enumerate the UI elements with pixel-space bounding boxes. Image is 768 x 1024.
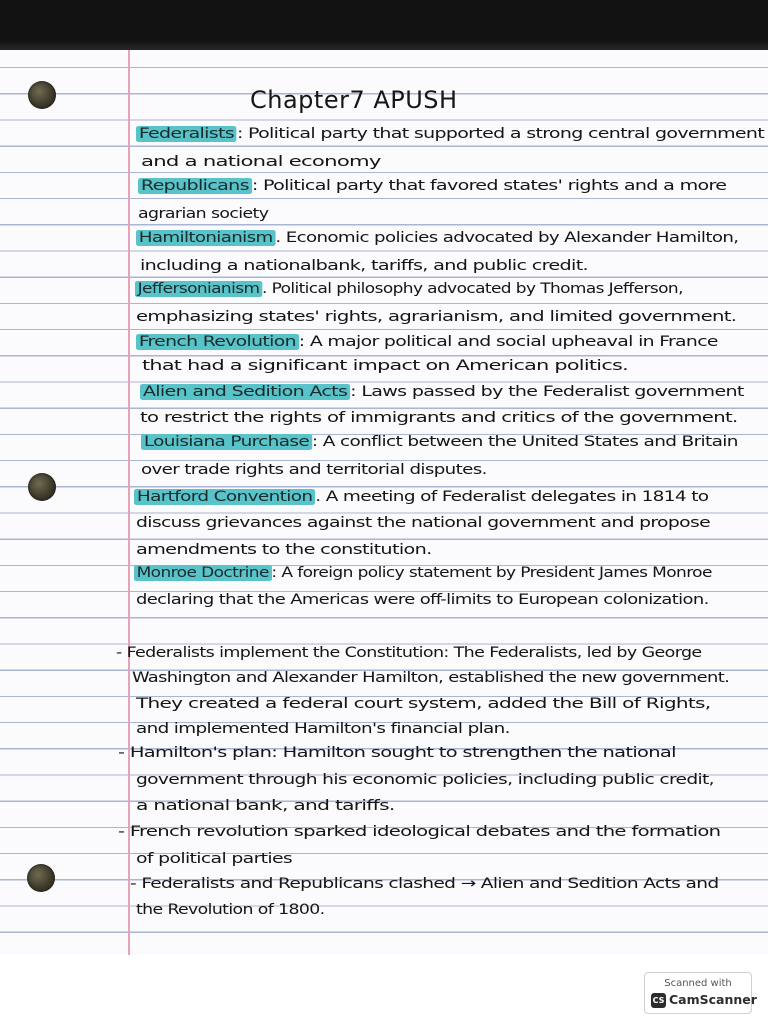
vocab-sep: . (275, 230, 281, 246)
vocab-definition: Political party that supported a strong central government (242, 126, 765, 142)
bullet-line: a national bank, and tariffs. (136, 798, 395, 814)
vocab-line: that had a significant impact on American politics. (142, 358, 628, 374)
bullet-line: - Federalists and Republicans clashed → Alien and Sedition Acts and (130, 876, 719, 892)
vocab-sep: . (261, 281, 267, 297)
vocab-term: Republicans (138, 178, 252, 194)
vocab-definition: A foreign policy statement by President James Monroe (276, 565, 712, 581)
bullet-line: of political parties (136, 851, 293, 867)
bullet-line: - Federalists implement the Constitution: The Federalists, led by George (116, 645, 702, 661)
vocab-term: French Revolution (136, 334, 299, 350)
vocab-line (135, 280, 683, 298)
vocab-line (141, 433, 738, 451)
vocab-line (140, 383, 744, 401)
vocab-term: Hartford Convention (134, 489, 315, 505)
vocab-sep: : (350, 384, 356, 400)
vocab-line (136, 125, 764, 143)
vocab-sep: : (251, 178, 258, 194)
vocab-line (136, 333, 718, 351)
camscanner-logo-icon: CS (651, 993, 666, 1008)
bullet-line: and implemented Hamilton's financial plan. (136, 721, 510, 737)
bullet-line: Washington and Alexander Hamilton, established the new government. (132, 670, 730, 686)
vocab-definition: A major political and social upheaval in France (304, 334, 718, 350)
vocab-line (134, 488, 708, 506)
vocab-sep: : (236, 126, 243, 142)
vocab-term: Jeffersonianism (135, 281, 262, 297)
vocab-sep: . (315, 489, 321, 505)
vocab-line: over trade rights and territorial disputes. (141, 462, 487, 478)
vocab-sep: : (271, 565, 277, 581)
vocab-sep: : (311, 434, 318, 450)
bullet-line: government through his economic policies, including public credit, (136, 772, 714, 788)
vocab-definition: Laws passed by the Federalist government (355, 384, 744, 400)
vocab-line: including a nationalbank, tariffs, and public credit. (140, 258, 588, 274)
vocab-definition: Political philosophy advocated by Thomas Jefferson, (266, 281, 683, 297)
vocab-line: declaring that the Americas were off-limits to European colonization. (136, 592, 709, 608)
vocab-definition: Political party that favored states' rights and a more (257, 178, 727, 194)
scanned-with-label: Scanned with (664, 978, 732, 989)
camscanner-watermark (644, 972, 757, 1014)
vocab-definition: A conflict between the United States and Britain (317, 434, 738, 450)
bullet-line: the Revolution of 1800. (136, 902, 325, 918)
vocab-definition: Economic policies advocated by Alexander Hamilton, (280, 230, 739, 246)
vocab-line (138, 177, 726, 195)
vocab-line: amendments to the constitution. (136, 542, 432, 558)
page-title: Chapter7 APUSH (250, 86, 458, 114)
vocab-term: Federalists (136, 126, 237, 142)
vocab-term: Monroe Doctrine (134, 565, 271, 581)
vocab-term: Alien and Sedition Acts (140, 384, 350, 400)
vocab-line: discuss grievances against the national government and propose (136, 515, 711, 531)
vocab-line: and a national economy (141, 154, 381, 170)
vocab-term: Louisiana Purchase (141, 434, 312, 450)
bullet-line: They created a federal court system, added the Bill of Rights, (136, 696, 711, 712)
vocab-term: Hamiltonianism (136, 230, 275, 246)
vocab-line: agrarian society (138, 206, 269, 222)
bullet-line: - French revolution sparked ideological debates and the formation (118, 824, 721, 840)
camscanner-name: CamScanner (669, 992, 757, 1007)
vocab-line (136, 229, 738, 247)
vocab-line: emphasizing states' rights, agrarianism, and limited government. (136, 309, 737, 325)
vocab-line (134, 564, 712, 582)
vocab-line: to restrict the rights of immigrants and critics of the government. (140, 410, 738, 426)
bullet-line: - Hamilton's plan: Hamilton sought to strengthen the national (118, 745, 676, 761)
vocab-definition: A meeting of Federalist delegates in 1814 to (320, 489, 709, 505)
vocab-sep: : (298, 334, 305, 350)
